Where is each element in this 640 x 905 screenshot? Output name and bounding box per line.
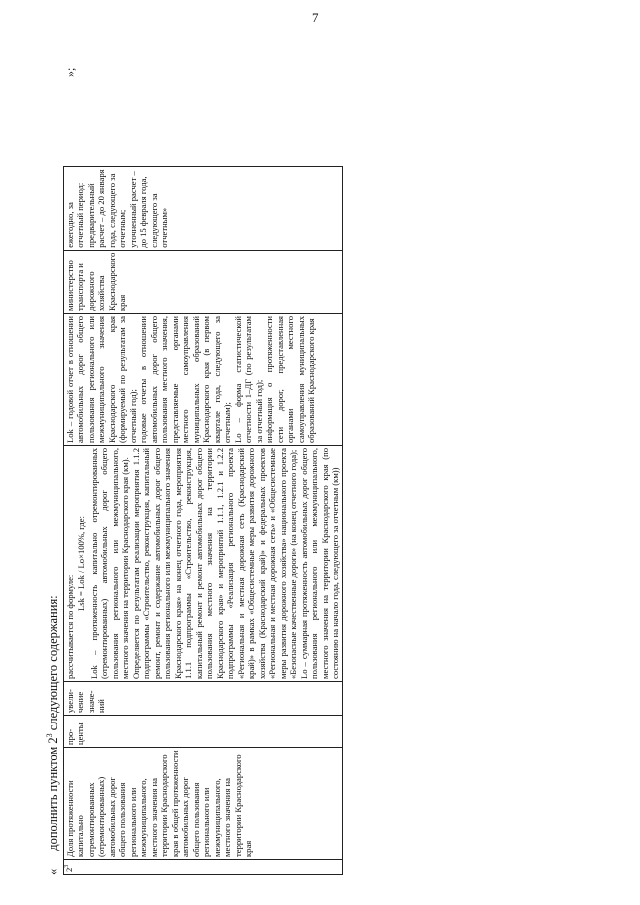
row-number-sup: 3 (64, 864, 71, 868)
table-row (64, 166, 343, 874)
unit-cell: про-центы (64, 716, 343, 748)
period-line: предварительный расчет – до 20 января года, следующего за отчетным; (85, 169, 128, 248)
row-number-cell (64, 860, 343, 875)
method-intro: рассчитывается по формуле: (65, 574, 75, 679)
closing-mark: »; (63, 67, 77, 77)
method-paragraph: Lok – протяженность капитально отремонтированных (отремонтированных) автомобильных дорог общего пользования регионального или межмуниципального, местного значения на территории Краснодарского края (км). (88, 448, 131, 679)
indicator-table (63, 166, 343, 875)
formula: Lsk = Lok / Lo×100%, где: (76, 516, 87, 611)
source-paragraph: Lo – форма статистической отчетности 1–ДГ (по результатам за отчетный год); (232, 316, 264, 443)
indicator-name-cell: Доля протяженности капитально отремонтированных (отремонтированных) автомобильных дорог общего пользования регионального или межмуниципального, местного значения на территории Краснодарского края в общей протяженности автомобильных дорог общего пользования регионального или межмуниципального, местного значения на территории Краснодарского края (64, 748, 343, 860)
responsible-cell: министерство транспорта и дорожного хозяйства Краснодарского края (64, 250, 343, 313)
intro-line (45, 595, 61, 875)
opening-quote: « (46, 868, 61, 875)
source-cell (64, 314, 343, 446)
intro-superscript: 3 (45, 733, 54, 738)
intro-text-tail: следующего содержания: (46, 595, 61, 734)
method-paragraph: Определяется по результатам реализации мероприятия 1.1.2 подпрограммы «Строительство, реконструкция, капитальный ремонт, ремонт и содержание автомобильных дорог общего пользования регионального или межмуниципального значения Краснодарского края» на конец отчетного года, мероприятия 1.1.1 подпрограммы «Строительство, реконструкция, капитальный ремонт и ремонт автомобильных дорог общего пользования местного значения на территории Краснодарского края» и мероприятий 1.1.1, 1.2.1 и 1.2.2 подпрограммы «Реализация регионального проекта «Региональная и местная дорожная сеть (Краснодарский край)» в рамках «Общесистемные меры развития дорожного хозяйства (Краснодарский край)» и федеральных проектов «Региональная и местная дорожная сеть» и «Общесистемные меры развития дорожного хозяйства» национального проекта «Безопасные качественные дороги» (на конец отчетного года); (130, 448, 299, 679)
intro-text: дополнить пунктом 2 (46, 737, 61, 851)
row-number: 2 (64, 867, 74, 872)
source-paragraph: Lok – годовой отчет в отношении автомобильных дорог общего пользования регионального или межмуниципального значения Краснодарского края (формируемый по результатам за отчетный год); (65, 316, 138, 443)
method-paragraph: Lo – суммарная протяженность автомобильных дорог общего пользования регионального или межмуниципального, местного значения на территории Краснодарского края (по состоянию на начало года, следующего за отчетным (км)) (298, 448, 341, 679)
page-number: 7 (312, 10, 319, 25)
period-line: ежегодно, за отчетный период: (65, 182, 86, 248)
direction-cell: увели-чение значе-ний (64, 682, 343, 716)
period-cell (64, 166, 343, 250)
source-paragraph: информация о протяженности сети дорог, представленная органами местного самоуправления муниципальных образований Краснодарского края (264, 316, 317, 443)
method-cell (64, 446, 343, 682)
period-line: уточненный расчет – до 15 февраля года, следующего за отчетным» (127, 171, 170, 248)
rotated-landscape-content (45, 30, 585, 875)
source-paragraph: годовые отчеты в отношении автомобильных дорог общего пользования местного значения, представляемые органами местного самоуправления муниципальных образований Краснодарского края (в первом квартале года, следующего за отчетным); (138, 316, 233, 443)
